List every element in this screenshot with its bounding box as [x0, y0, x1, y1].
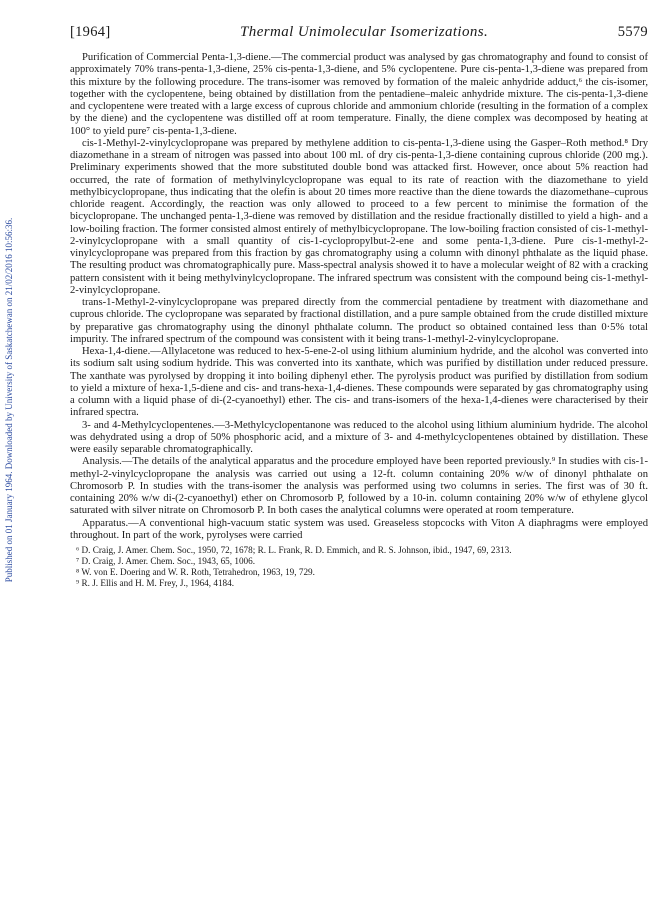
footnotes — [70, 545, 648, 589]
download-note: Published on 01 January 1964. Downloaded by University of Saskatchewan on 21/02/2016 10:56:36. — [4, 217, 14, 583]
footnote-7: ⁷ D. Craig, J. Amer. Chem. Soc., 1943, 65, 1006. — [76, 556, 256, 566]
paragraph-purification: Purification of Commercial Penta-1,3-diene.—The commercial product was analysed by gas chromatography and found to consist of approximately 70% trans-penta-1,3-diene, 25% cis-penta-1,3-diene, and 5% cyclopentene. Pure cis-penta-1,3-diene was prepared from this mixture by the following procedure. The trans-isomer was removed by formation of the maleic anhydride adduct,⁶ the cis-isomer, together with the cyclopentene, being obtained by distillation from the pentadiene–maleic anhydride mixture. The cis-penta-1,3-diene and cyclopentene were treated with a large excess of cuprous chloride and ammonium chloride (resulting in the formation of a complex by the diene) and the cyclopentene was distilled off at room temperature. Finally, the diene complex was decomposed by heating at 100° to yield pure⁷ cis-penta-1,3-diene. — [70, 52, 648, 137]
paragraph-hexadiene: Hexa-1,4-diene.—Allylacetone was reduced to hex-5-ene-2-ol using lithium aluminium hydride, and the alcohol was converted into its sodium salt using sodium hydride. This was converted into its xanthate, which was purified by distillation under reduced pressure. The xanthate was pyrolysed by dropping it into boiling diphenyl ether. The pyrolysis product was purified by distillation from sodium to yield a mixture of hexa-1,5-diene and cis- and trans-hexa-1,4-dienes. These compounds were separated by gas chromatography using a column with a liquid phase of di-(2-cyanoethyl) ether. The cis- and trans-isomers of the hexa-1,4-dienes were characterised by their infrared spectra. — [70, 346, 648, 419]
journal-page — [70, 24, 648, 589]
page-number: 5579 — [617, 24, 648, 40]
footnote-9: ⁹ R. J. Ellis and H. M. Frey, J., 1964, 4184. — [76, 578, 235, 588]
paragraph-cis-methylvinylcyclopropane: cis-1-Methyl-2-vinylcyclopropane was prepared by methylene addition to cis-penta-1,3-diene using the Gasper–Roth method.⁸ Dry diazomethane in a stream of nitrogen was passed into about 100 ml. of dry cis-penta-1,3-diene containing cuprous chloride (200 mg.). Preliminary experiments showed that the more substituted double bond was attacked first. However, once about 5% reaction had occurred, the rate of formation of methylvinylcyclopropane was equal to its rate of reaction with the diazomethane to yield methylbicyclopropane, thus indicating that the olefin is about 20 times more reactive than the diene towards the diazomethane–cuprous chloride reagent. Accordingly, the reaction was only allowed to proceed to a few percent to minimise the formation of the bicyclopropane. The unchanged penta-1,3-diene was removed by distillation and the residue fractionally distilled to yield a high- and a low-boiling fraction. The former consisted almost entirely of methylbicyclopropane. The low-boiling fraction consisted of cis-1-methyl-2-vinylcyclopropane with a small quantity of cis-1-cyclopropylbut-2-ene and some penta-1,3-diene. Pure cis-1-methyl-2-vinylcyclopropane was prepared from this fraction by gas chromatography using a column with dinonyl phthalate as the liquid phase. The resulting product was chromatographically pure. Mass-spectral analysis showed it to have a molecular weight of 82 with a cracking pattern consistent with it being methylvinylcyclopropane. The infrared spectrum was consistent with the compound being cis-1-methyl-2-vinylcyclopropane. — [70, 137, 648, 296]
volume-year: [1964] — [70, 24, 111, 40]
footnote-8: ⁸ W. von E. Doering and W. R. Roth, Tetrahedron, 1963, 19, 729. — [76, 567, 315, 577]
article-body — [70, 52, 648, 542]
paragraph-apparatus: Apparatus.—A conventional high-vacuum static system was used. Greaseless stopcocks with Viton A diaphragms were employed throughout. In part of the work, pyrolyses were carried — [70, 517, 648, 541]
running-title: Thermal Unimolecular Isomerizations. — [240, 24, 489, 40]
paragraph-trans-methylvinylcyclopropane: trans-1-Methyl-2-vinylcyclopropane was prepared directly from the commercial pentadiene by treatment with diazomethane and cuprous chloride. The cyclopropane was separated by fractional distillation, and a pure sample obtained from the crude distilled mixture by preparative gas chromatography using the dinonyl phthalate column. The product so obtained contained less than 0·5% total impurity. The infrared spectrum of the compound was consistent with it being trans-1-methyl-2-vinylcyclopropane. — [70, 297, 648, 345]
footnote-6: ⁶ D. Craig, J. Amer. Chem. Soc., 1950, 72, 1678; R. L. Frank, R. D. Emmich, and R. S. Johnson, ibid., 1947, 69, 2313. — [76, 545, 512, 555]
download-watermark — [4, 150, 18, 650]
paragraph-methylcyclopentenes: 3- and 4-Methylcyclopentenes.—3-Methylcyclopentanone was reduced to the alcohol using lithium aluminium hydride. The alcohol was dehydrated using a drop of 50% phosphoric acid, and a mixture of 3- and 4-methylcyclopentenes obtained by distillation. These were easily separable chromatographically. — [70, 419, 648, 455]
paragraph-analysis: Analysis.—The details of the analytical apparatus and the procedure employed have been reported previously.⁹ In studies with cis-1-methyl-2-vinylcyclopropane the analysis was carried out using a 12-ft. column containing 20% w/w of dinonyl phthalate on Chromosorb P. In studies with the trans-isomer the analysis was performed using two columns in series. The first was of 30 ft. containing 20% w/w di-(2-cyanoethyl) ether on Chromosorb P, followed by a 10-in. column containing 20% w/w of ethylene glycol saturated with silver nitrate on Chromosorb P. In both cases the analytical columns were operated at room temperature. — [70, 456, 648, 517]
running-header — [70, 24, 648, 52]
